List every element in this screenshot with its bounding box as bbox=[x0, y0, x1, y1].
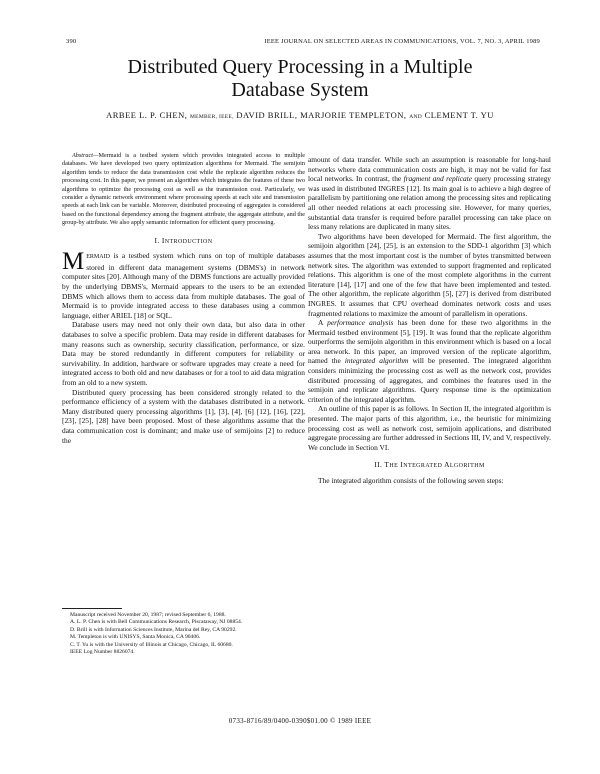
section-heading-integrated-algorithm: II. THE INTEGRATED ALGORITHM bbox=[374, 460, 485, 470]
abstract-text: Mermaid is a testbed system which provides integrated access to multiple databases. We have developed two query optimization algorithms for Mermaid. The semijoin algorithm tends to reduce the data transmission cost while the replicate algorithm reduces the processing cost. In this paper, we present an algorithm which integrates the features of these two algorithms to optimize the processing cost as well as the transmission cost. Particularly, we consider a dynamic network environment where processing speeds at each site and transmission speeds at each link can be variable. Moreover, distributed processing of aggregates is considered based on the functional dependency among the fragment attribute, the aggregate attribute, and the group-by attribute. We also apply semantic information for efficient query processing. bbox=[62, 152, 305, 227]
footnote-brill: D. Brill is with Information Sciences Institute, Marina del Rey, CA 90292. bbox=[70, 626, 237, 633]
author-list bbox=[40, 110, 560, 120]
footnote-received: Manuscript received November 20, 1987; revised September 6, 1988. bbox=[70, 612, 226, 618]
body-paragraph-3: A performance analysis has been done for these two algorithms in the Mermaid testbed environment [5], [19]. It was found that the replicate algorithm outperforms the semijoin algorithm in this environment which is based on a local area network. In this paper, an improved version of the replicate algorithm, named the integrated algorithm will be presented. The integrated algorithm considers minimizing the processing cost as well as the network cost, provides distributed processing of aggregates, and combines the features used in the semijoin and replicate algorithms. Query response time is the optimization criterion of the integrated algorithm. bbox=[308, 318, 551, 404]
author-yu: CLEMENT T. YU bbox=[424, 110, 494, 120]
body-paragraph-2: Two algorithms have been developed for Mermaid. The first algorithm, the semijoin algorithm [24], [25], is an extension to the SDD-1 algorithm [3] which assumes that the most important cost is the number of bytes transmitted between network sites. The algorithm was extended to support fragmented and replicated relations. This algorithm is one of the most complete algorithms in the current literature [14], [17] and one of the few that have been implemented and tested. The other algorithm, the replicate algorithm [5], [27] is derived from distributed INGRES. It assumes that CPU overhead dominates network costs and uses fragmented relations to maximize the amount of parallelism in operations. bbox=[308, 231, 551, 318]
author-brill-templeton: DAVID BRILL, MARJORIE TEMPLETON, bbox=[236, 110, 407, 120]
drop-cap: M bbox=[62, 248, 85, 276]
author-chen-affiliation: MEMBER, IEEE, bbox=[189, 114, 234, 120]
footnotes bbox=[62, 608, 305, 656]
footnote-rule bbox=[62, 608, 122, 609]
intro-paragraph-2: Database users may need not only their own data, but also data in other databases to solve a specific problem. Data may reside in different databases for many reasons such as ownership, security classification, performance, or size. Data may be stored redundantly in different computers for reliability or survivability. In addition, hardware or software upgrades may create a need for integrated access to both old and new databases or for a tool to aid data migration from an old to a new system. bbox=[62, 320, 305, 387]
author-chen: ARBEE L. P. CHEN, bbox=[106, 110, 188, 120]
footnote-templeton: M. Templeton is with UNISYS, Santa Monica, CA 90406. bbox=[70, 634, 201, 641]
right-column bbox=[308, 155, 551, 486]
footnote-yu: C. T. Yu is with the University of Illinois at Chicago, Chicago, IL 60680. bbox=[70, 641, 233, 648]
section-heading-introduction: I. INTRODUCTION bbox=[154, 235, 213, 245]
abstract bbox=[62, 152, 305, 228]
title-line-1: Distributed Query Processing in a Multiple bbox=[127, 56, 473, 78]
left-column bbox=[62, 152, 305, 445]
journal-name: IEEE JOURNAL ON SELECTED AREAS IN COMMUNICATIONS, VOL. 7, NO. 3, APRIL 1989 bbox=[264, 38, 540, 45]
page-number: 390 bbox=[66, 38, 77, 45]
intro-paragraph-3: Distributed query processing has been considered strongly related to the performance efficiency of a system with the databases distributed in a network. Many distributed query processing algorithms [1], [3], [4], [6] [12], [16], [22], [23], [25], [28] have been proposed. Most of these algorithms assume that the data communication cost is dominant; and make use of semijoins [2] to reduce the bbox=[62, 387, 305, 445]
title-line-2: Database System bbox=[231, 79, 369, 101]
body-paragraph-4: An outline of this paper is as follows. In Section II, the integrated algorithm is presented. The major parts of this algorithm, i.e., the heuristic for minimizing processing cost as well as network cost, semijoin applications, and distributed aggregate processing are further addressed in Sections III, IV, and V, respectively. We conclude in Section VI. bbox=[308, 404, 551, 452]
footnote-chen: A. L. P. Chen is with Bell Communications Research, Piscataway, NJ 08854. bbox=[70, 619, 243, 626]
body-paragraph-5: The integrated algorithm consists of the following seven steps: bbox=[318, 476, 504, 485]
intro-paragraph-1: MERMAID is a testbed system which runs on top of multiple databases stored in different data management systems (DBMS's) in network computer sites [20]. Although many of the DBMS functions are actually provided by the underlying DBMS's, Mermaid appears to the users to be an extended DBMS which allows them to access data from multiple databases. The goal of Mermaid is to provide integrated access to these databases using a common language, either ARIEL [18] or SQL. bbox=[62, 248, 305, 320]
paper-title bbox=[90, 56, 510, 102]
abstract-lead: Abstract— bbox=[72, 152, 99, 159]
author-and: AND bbox=[409, 114, 423, 120]
body-paragraph-1: amount of data transfer. While such an assumption is reasonable for long-haul networks where data communication costs are high, it may not be valid for fast local networks. In contrast, the fragment and replicate query processing strategy was used in distributed INGRES [12]. Its main goal is to achieve a high degree of parallelism by partitioning one relation among the processing sites and replicating all other needed relations at each processing site. However, for many queries, substantial data transfer is required before parallel processing can take place on less many relations are duplicated in many sites. bbox=[308, 155, 551, 232]
copyright-line: 0733-8716/89/0400-0390$01.00 © 1989 IEEE bbox=[228, 717, 372, 725]
footnote-log-number: IEEE Log Number 8826074. bbox=[70, 649, 135, 656]
